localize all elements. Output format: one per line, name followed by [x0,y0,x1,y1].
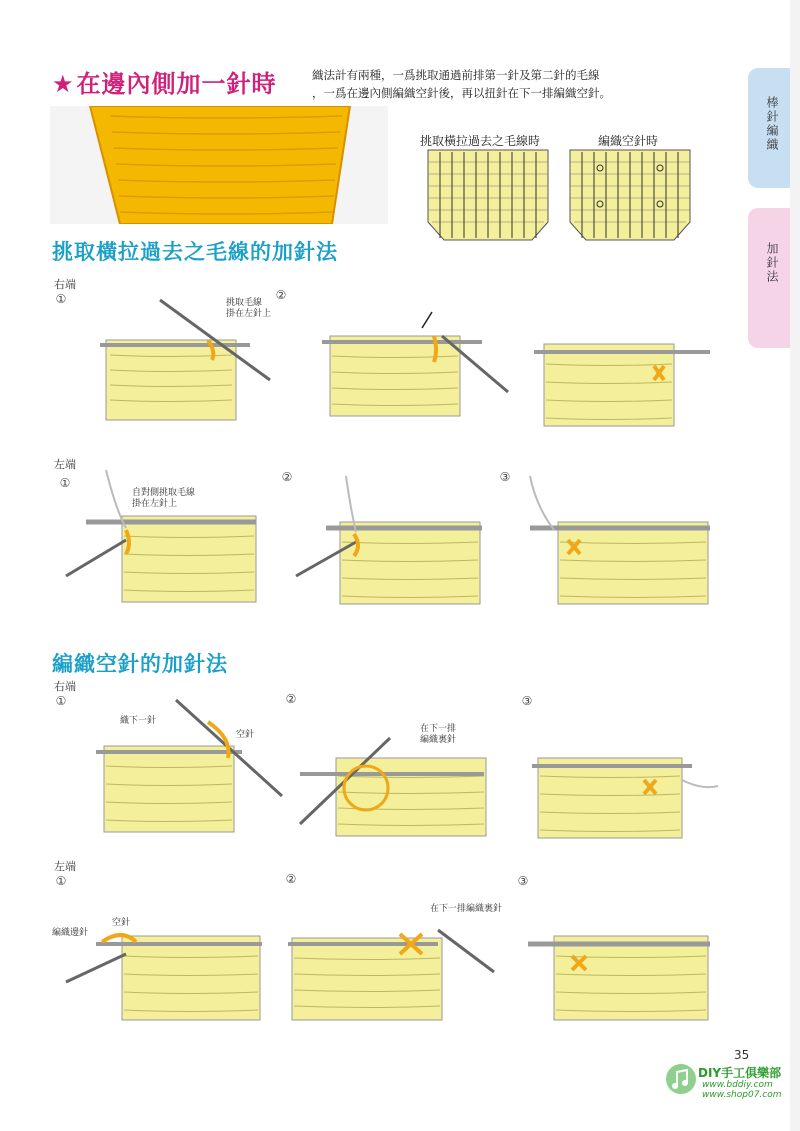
s2l-note-a: 編織邊針 [52,928,89,938]
s1l-step2-number: ② [281,470,293,484]
section1-title: 挑取橫拉過去之毛線的加針法 [52,240,338,264]
s2l-step3-illustration [528,920,718,1028]
s2l-step3-number: ③ [517,874,529,888]
intro-text [312,66,712,102]
tab-increase-label: 加針法 [765,242,779,284]
s2l-note-c: 在下一排編織裏針 [430,904,503,914]
s1l-step2-illustration [296,476,486,612]
s2r-step3-illustration [532,740,722,844]
s2r-note-c-line1: 在下一排 [420,724,457,734]
s2l-step1-number: ① [55,874,67,888]
knit-sample-photo [50,106,388,224]
s1l-step3-number: ③ [499,470,511,484]
s1l-note-line1: 自對側挑取毛線 [132,488,196,498]
s2r-step1-number: ① [55,694,67,708]
s1r-step1-number: ① [55,292,67,306]
chart2-grid [570,150,690,246]
s1r-step3-illustration [534,330,714,434]
star-icon: ★ [52,70,75,98]
s2l-step2-illustration [288,914,498,1028]
s2r-note-a: 織下一針 [120,716,157,726]
s1l-step1-illustration [66,470,266,614]
section1-right-label: 右端 [54,278,76,291]
page-number: 35 [734,1048,750,1062]
s2l-note-b: 空針 [112,918,131,928]
s1l-step3-illustration [524,476,714,612]
s1r-note-line2: 掛在左針上 [226,309,272,319]
tab-knitting-label: 棒針編織 [765,96,779,152]
s2l-step1-illustration [66,924,266,1028]
s2r-note-c-line2: 編織裏針 [420,735,457,745]
logo-text: DIY手工俱樂部 [698,1066,782,1080]
section2-right-label: 右端 [54,680,76,693]
section2-title: 編織空針的加針法 [52,652,228,676]
s2r-step2-illustration [300,728,490,844]
s2r-step3-number: ③ [521,694,533,708]
logo-url-1: www.bddiy.com [702,1080,773,1090]
chart1-label: 挑取橫拉過去之毛線時 [420,134,541,148]
section1-left-label: 左端 [54,458,76,471]
s1r-step2-illustration [322,306,512,425]
s1l-step1-number: ① [59,476,71,490]
chart2-label: 編織空針時 [598,134,659,148]
section2-left-label: 左端 [54,860,76,873]
s1r-step1-illustration [100,300,280,434]
s2r-note-b: 空針 [236,730,255,740]
s2r-step1-illustration [96,700,286,844]
intro-line-2: ，一爲在邊內側編織空針後，再以扭針在下一排編織空針。 [312,86,611,100]
chart1-grid [428,150,548,246]
note-icon [664,1062,698,1096]
logo-url-2: www.shop07.com [702,1090,782,1100]
star-heading-text: 在邊內側加一針時 [76,70,277,98]
s1r-note-line1: 挑取毛線 [226,298,263,308]
page-edge [790,0,800,1131]
s1r-step2-number: ② [275,288,287,302]
intro-line-1: 織法計有兩種，一爲挑取通過前排第一針及第二針的毛線 [312,68,600,82]
s2r-step2-number: ② [285,692,297,706]
s1l-note-line2: 掛在左針上 [132,499,178,509]
star-heading [52,64,277,99]
s2l-step2-number: ② [285,872,297,886]
site-logo [664,1060,800,1104]
